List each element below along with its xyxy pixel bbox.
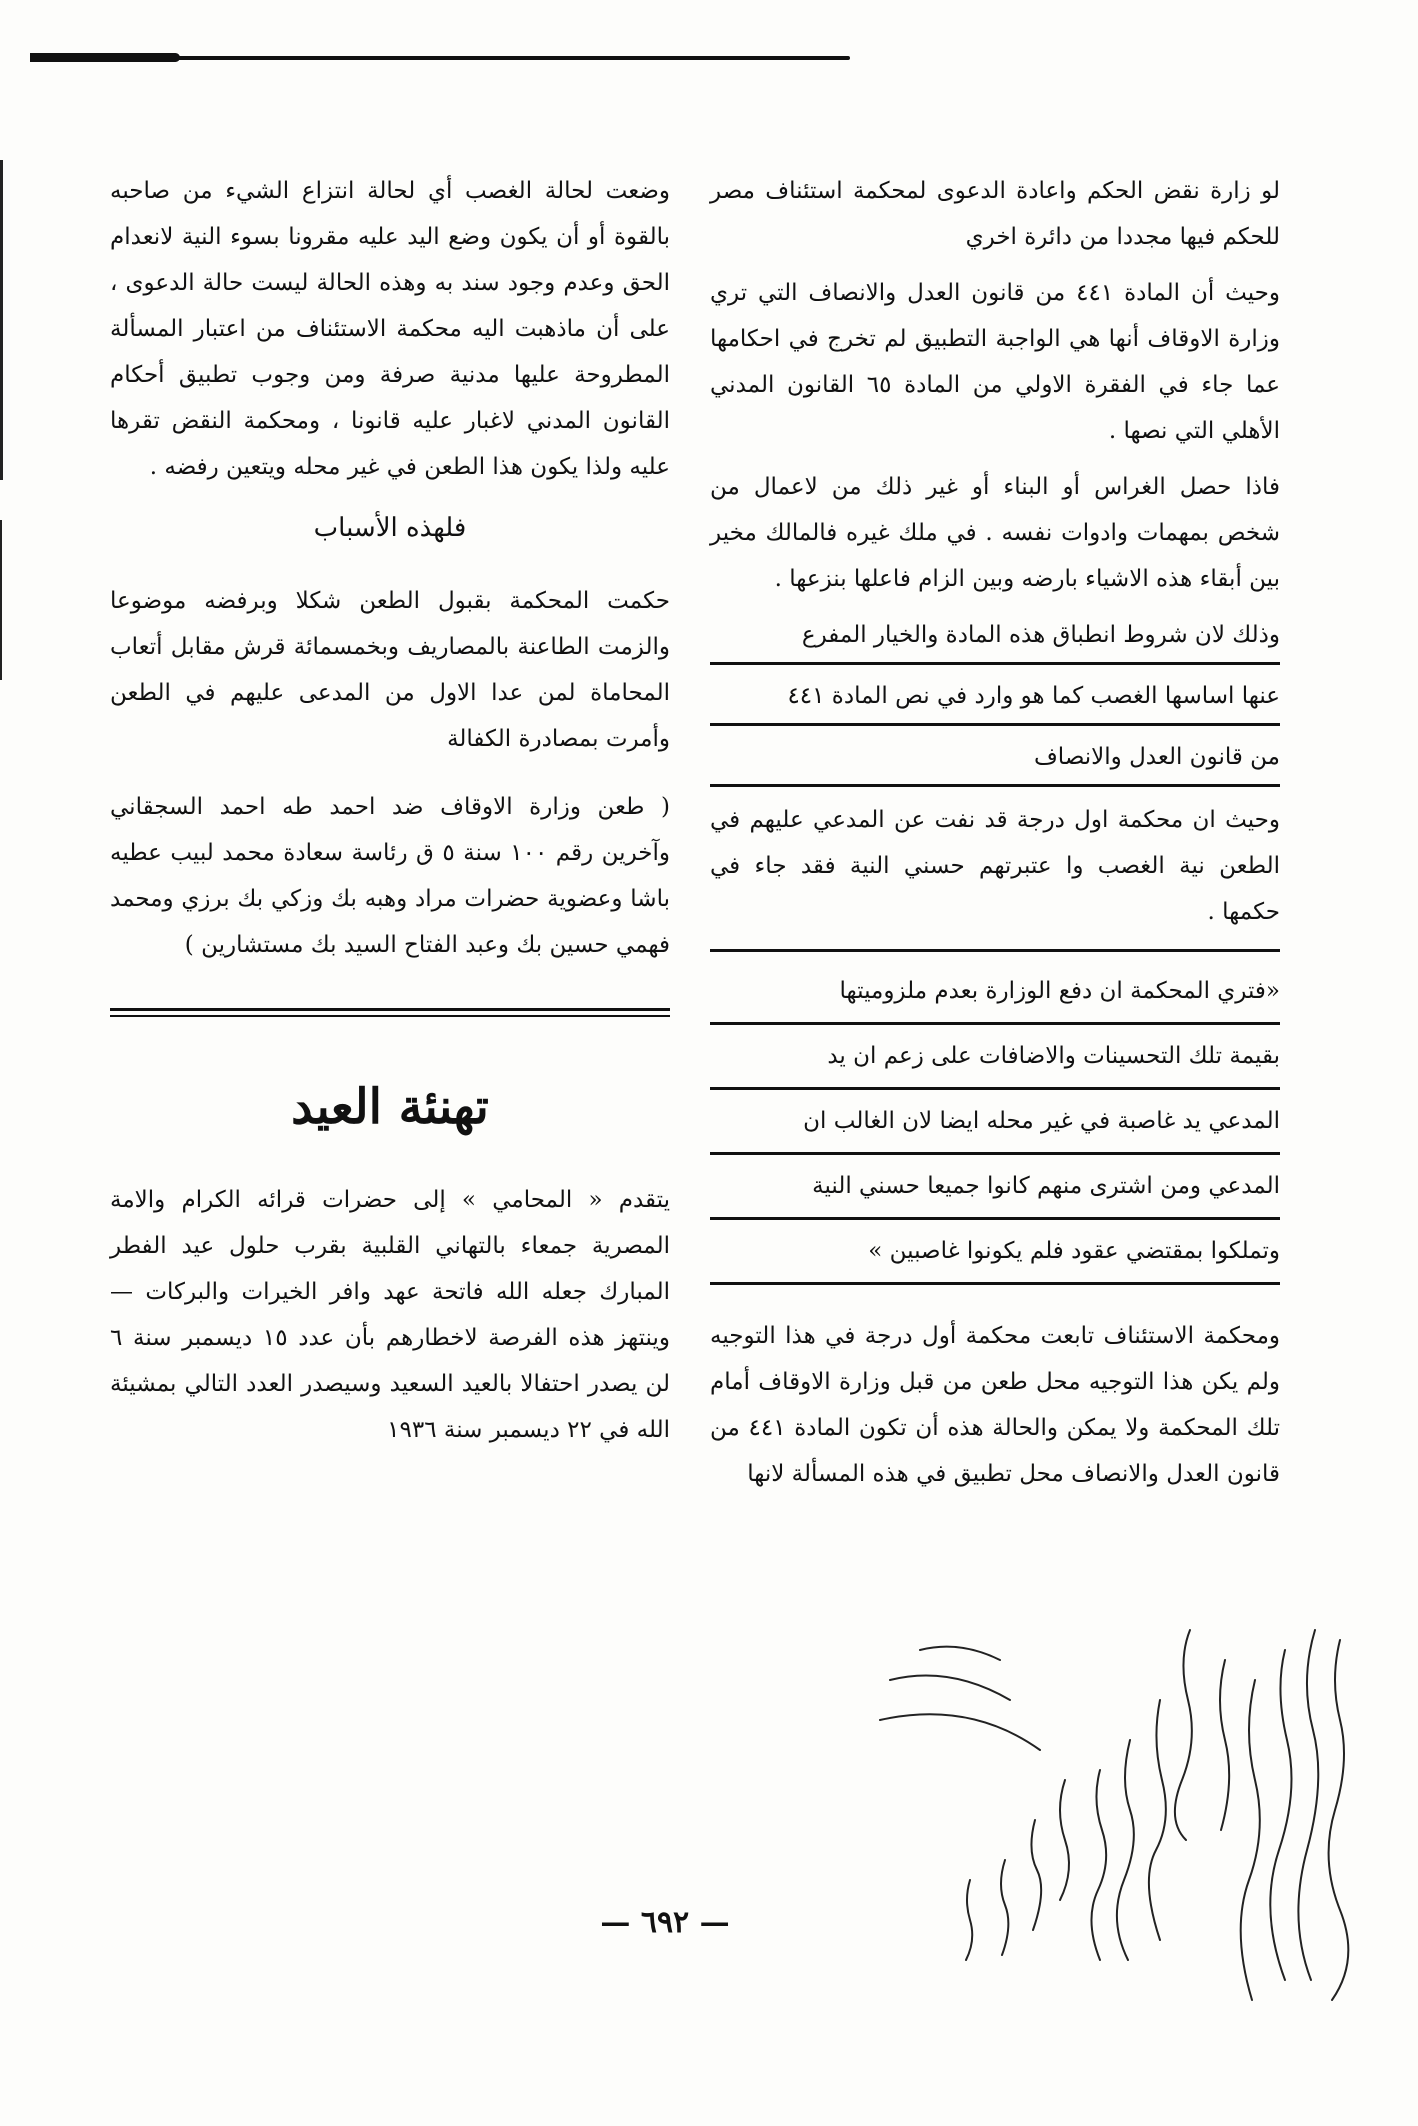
double-rule — [110, 1008, 670, 1017]
paragraph: فاذا حصل الغراس أو البناء أو غير ذلك من لاعمال من شخص بمهمات وادوات نفسه . في ملك غيره فالمالك مخير بين أبقاء هذه الاشياء بارضه وبين الزام فاعلها بنزعها . — [710, 474, 1280, 592]
section-heading: فلهذه الأسباب — [313, 513, 467, 543]
rule — [710, 784, 1280, 787]
rule — [710, 723, 1280, 726]
quote-line: المدعي ومن اشترى منهم كانوا جميعا حسني النية — [812, 1173, 1280, 1199]
paragraph: من قانون العدل والانصاف — [1033, 744, 1280, 770]
greeting-title: تهنئة العيد — [291, 1079, 489, 1135]
quote-line: المدعي يد غاصبة في غير محله ايضا لان الغالب ان — [803, 1108, 1280, 1134]
paragraph: وحيث أن المادة ٤٤١ من قانون العدل والانصاف التي تري وزارة الاوقاف أنها هي الواجبة التطبيق لم تخرج في احكامها عما جاء في الفقرة الاولي من المادة ٦٥ القانون المدني الأهلي التي نصها . — [710, 280, 1281, 444]
quote-line: بقيمة تلك التحسينات والاضافات على زعم ان يد — [827, 1043, 1280, 1069]
left-column — [110, 168, 670, 1463]
top-rule — [30, 56, 850, 60]
rule — [710, 1152, 1280, 1155]
paragraph: وضعت لحالة الغصب أي لحالة انتزاع الشيء من صاحبه بالقوة أو أن يكون وضع اليد عليه مقرونا بسوء النية لانعدام الحق وعدم وجود سند به وهذه الحالة ليست حالة الدعوى ، على أن ماذهبت اليه محكمة الاستئناف من اعتبار المسألة المطروحة عليها مدنية صرفة ومن وجوب تطبيق أحكام القانون المدني لاغبار عليه قانونا ، ومحكمة النقض تقرها عليه ولذا يكون هذا الطعن في غير محله ويتعين رفضه . — [110, 178, 670, 480]
page-number: — ٦٩٢ — — [600, 1905, 730, 1940]
paragraph: وذلك لان شروط انطباق هذه المادة والخيار المفرع — [801, 622, 1280, 648]
handwritten-annotation — [860, 1620, 1380, 2020]
quote-line: وتملكوا بمقتضي عقود فلم يكونوا غاصبين » — [868, 1238, 1280, 1264]
right-column — [710, 168, 1280, 1507]
rule — [710, 1217, 1280, 1220]
quote-line: «فتري المحكمة ان دفع الوزارة بعدم ملزوميتها — [839, 978, 1280, 1004]
greeting-body: يتقدم « المحامي » إلى حضرات قرائه الكرام والامة المصرية جمعاء بالتهاني القلبية بقرب حلول عيد الفطر المبارك جعله الله فاتحة عهد وافر الخيرات والبركات — وينتهز هذه الفرصة لاخطارهم بأن عدد ١٥ ديسمبر سنة ٦ لن يصدر احتفالا بالعيد السعيد وسيصدر العدد التالي بمشيئة الله في ٢٢ ديسمبر سنة ١٩٣٦ — [110, 1187, 670, 1443]
rule — [710, 1022, 1280, 1025]
paragraph: ومحكمة الاستئناف تابعت محكمة أول درجة في هذا التوجيه ولم يكن هذا التوجيه محل طعن من قبل وزارة الاوقاف أمام تلك المحكمة ولا يمكن والحالة هذه أن تكون المادة ٤٤١ من قانون العدل والانصاف محل تطبيق في هذه المسألة لانها — [710, 1323, 1281, 1487]
rule — [710, 1282, 1280, 1285]
rule — [710, 949, 1280, 952]
rule — [710, 662, 1280, 665]
citation: ( طعن وزارة الاوقاف ضد احمد طه احمد السجقاني وآخرين رقم ١٠٠ سنة ٥ ق رئاسة سعادة محمد لبيب عطيه باشا وعضوية حضرات مراد وهبه بك وزكي بك برزي ومحمد فهمي حسين بك وعبد الفتاح السيد بك مستشارين ) — [110, 794, 670, 958]
scan-edge-mark — [0, 520, 2, 680]
paragraph: وحيث ان محكمة اول درجة قد نفت عن المدعي عليهم في الطعن نية الغصب وا عتبرتهم حسني النية فقد جاء في حكمها . — [710, 807, 1280, 925]
rule — [710, 1087, 1280, 1090]
paragraph: عنها اساسها الغصب كما هو وارد في نص المادة ٤٤١ — [787, 683, 1280, 709]
paragraph: حكمت المحكمة بقبول الطعن شكلا وبرفضه موضوعا والزمت الطاعنة بالمصاريف وبخمسمائة قرش مقابل أتعاب المحاماة لمن عدا الاول من المدعى عليهم في الطعن وأمرت بمصادرة الكفالة — [110, 588, 670, 752]
paragraph: لو زارة نقض الحكم واعادة الدعوى لمحكمة استئناف مصر للحكم فيها مجددا من دائرة اخري — [710, 178, 1280, 250]
scan-edge-mark — [0, 160, 3, 480]
